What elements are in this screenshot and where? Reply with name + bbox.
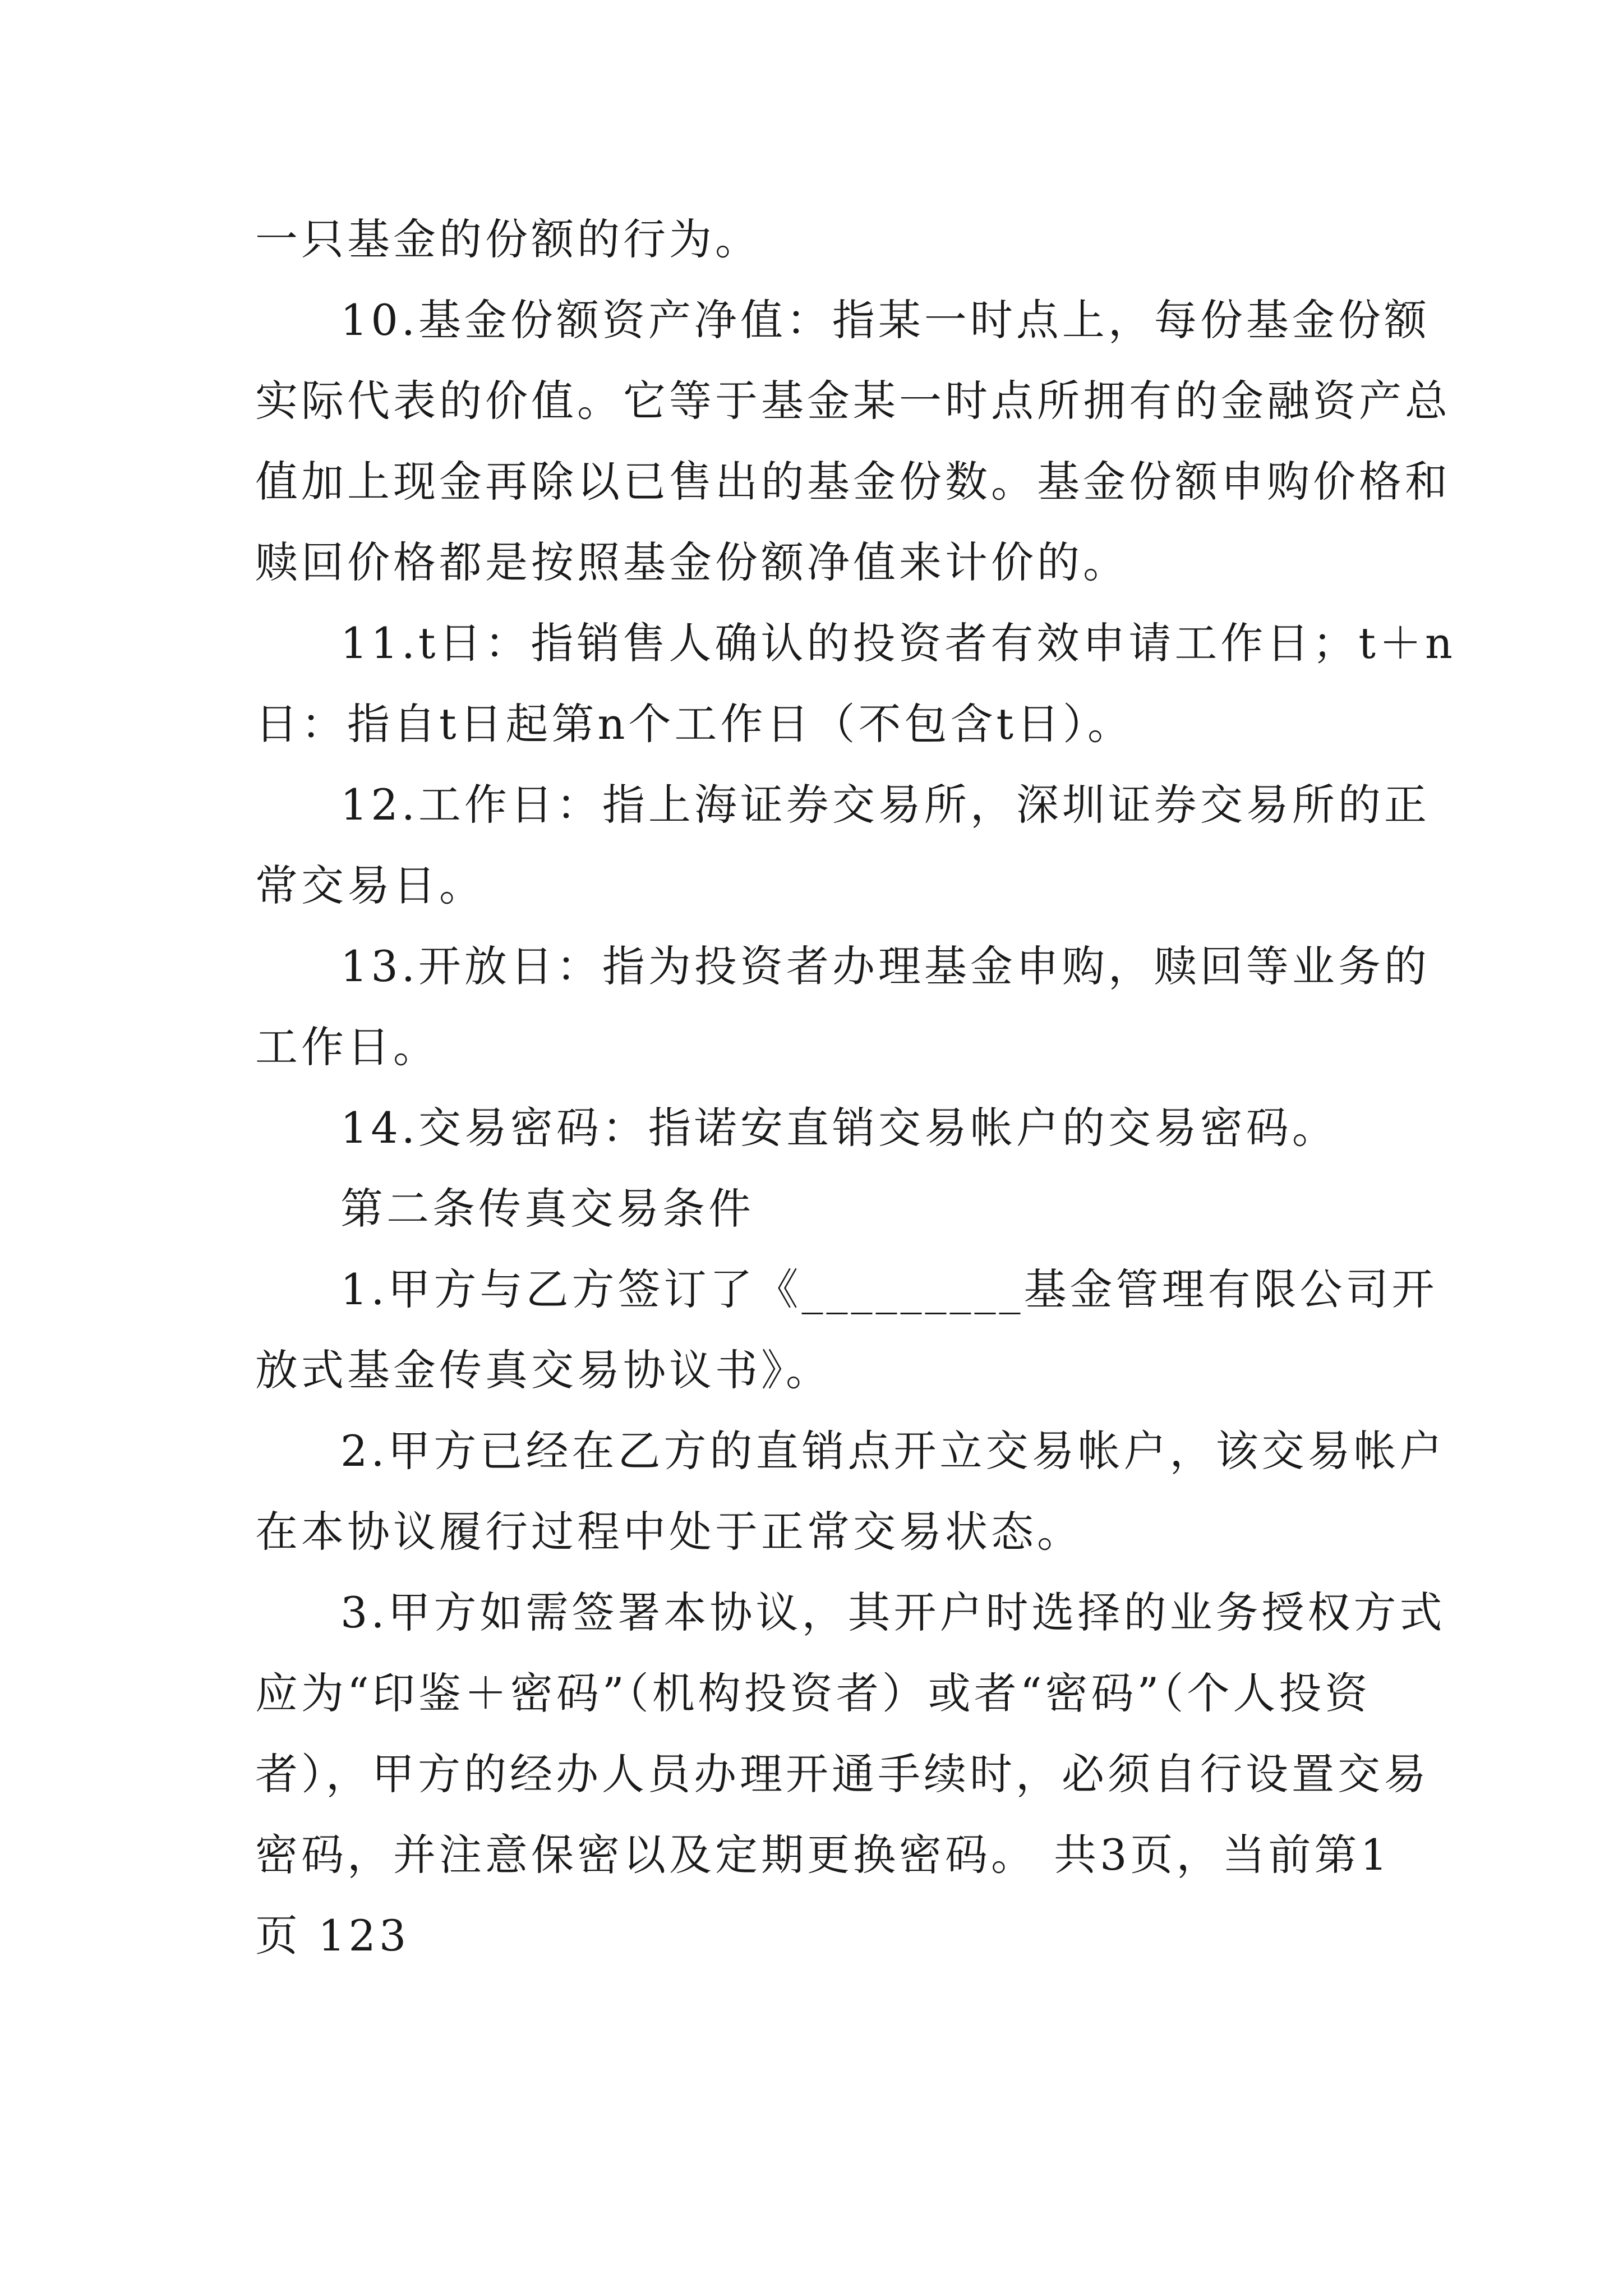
text-line: 1.甲方与乙方签订了《_________基金管理有限公司开 (340, 1264, 1438, 1314)
text-line: 放式基金传真交易协议书》。 (255, 1345, 832, 1395)
text-line: 13.开放日：指为投资者办理基金申购，赎回等业务的 (340, 941, 1430, 991)
section-heading: 第二条传真交易条件 (340, 1184, 754, 1234)
text-line: 12.工作日：指上海证券交易所，深圳证券交易所的正 (340, 780, 1430, 830)
text-line: 常交易日。 (255, 861, 485, 910)
text-line: 实际代表的价值。它等于基金某一时点所拥有的金融资产总 (255, 376, 1451, 426)
text-line: 11.t日：指销售人确认的投资者有效申请工作日；t＋n (340, 618, 1456, 668)
text-line: 14.交易密码：指诺安直销交易帐户的交易密码。 (340, 1103, 1338, 1153)
text-line: 一只基金的份额的行为。 (255, 214, 761, 264)
page-indicator: 页 123 (255, 1911, 410, 1961)
text-line: 工作日。 (255, 1022, 439, 1072)
text-line: 2.甲方已经在乙方的直销点开立交易帐户，该交易帐户 (340, 1426, 1446, 1476)
text-line: 在本协议履行过程中处于正常交易状态。 (255, 1507, 1083, 1557)
text-line: 日：指自t日起第n个工作日（不包含t日）。 (255, 699, 1134, 749)
text-line: 应为“印鉴＋密码”（机构投资者）或者“密码”（个人投资 (255, 1668, 1371, 1718)
text-line: 10.基金份额资产净值：指某一时点上，每份基金份额 (340, 295, 1430, 345)
text-line: 赎回价格都是按照基金份额净值来计价的。 (255, 537, 1129, 587)
text-line: 密码，并注意保密以及定期更换密码。 共3页，当前第1 (255, 1830, 1391, 1880)
text-line: 值加上现金再除以已售出的基金份数。基金份额申购价格和 (255, 457, 1451, 507)
document-body (255, 199, 1456, 1976)
text-line: 者），甲方的经办人员办理开通手续时，必须自行设置交易 (255, 1749, 1430, 1799)
text-line: 3.甲方如需签署本协议，其开户时选择的业务授权方式 (340, 1588, 1446, 1637)
